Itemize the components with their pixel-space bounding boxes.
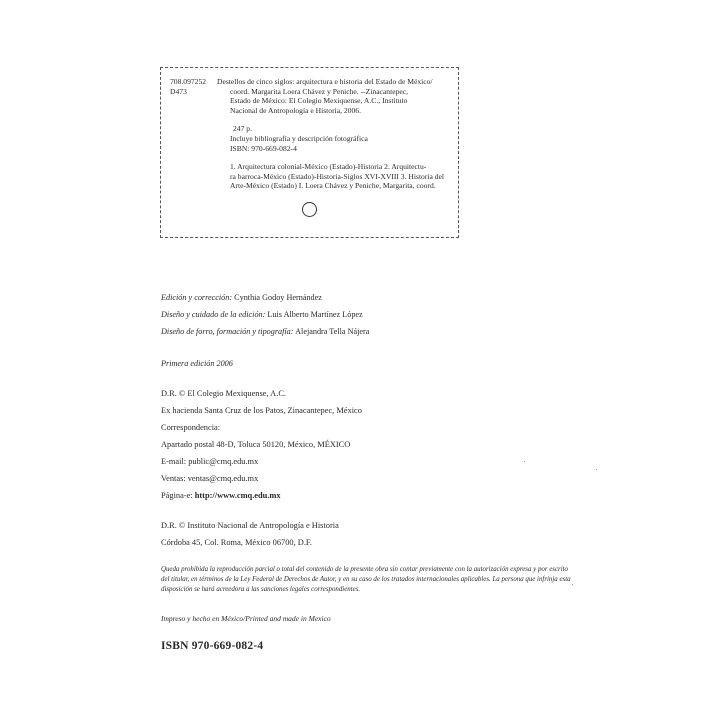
entry-line: Estado de México: El Colegio Mexiquense, A.C., Instituto (230, 96, 408, 106)
entry-line: Nacional de Antropología e Historia, 2006. (230, 105, 361, 115)
call-number-line: D473 (170, 86, 187, 96)
credit-role: Diseño de forro, formación y tipografía: (161, 327, 294, 336)
credit-name: Alejandra Tella Nájera (295, 327, 370, 336)
scan-speck (596, 469, 597, 470)
credit-name: Cynthia Godoy Hernández (234, 293, 322, 302)
credit-role: Diseño y cuidado de la edición: (161, 310, 266, 319)
card-isbn: ISBN: 970-669-082-4 (230, 143, 297, 153)
catalog-card (160, 67, 459, 238)
entry-line: Destellos de cinco siglos: arquitectura e historia del Estado de México/ (217, 77, 433, 86)
website (161, 491, 281, 500)
credit-cover (161, 327, 369, 336)
credit-name: Luis Alberto Martínez López (267, 310, 363, 319)
website-url[interactable]: http://www.cmq.edu.mx (194, 491, 281, 500)
printed-in: Impreso y hecho en México/Printed and made in Mexico (161, 614, 331, 623)
sales-email: Ventas: ventas@cmq.edu.mx (161, 474, 259, 483)
correspondence-label: Correspondencia: (161, 423, 221, 432)
subject-line: Arte-México (Estado) I. Loera Chávez y Peniche, Margarita, coord. (230, 181, 436, 191)
call-number (170, 77, 214, 96)
scan-speck (524, 461, 525, 462)
call-number-line: 708.097252 (170, 77, 207, 86)
subject-line: ra barroca-México (Estado)-Historia-Siglos XVI-XVIII 3. Historia del (230, 171, 445, 181)
edition-text: Primera edición 2006 (161, 359, 233, 368)
scan-speck (572, 584, 573, 585)
isbn-footer: ISBN 970-669-082-4 (161, 640, 264, 652)
postal-address: Apartado postal 48-D, Toluca 50120, México, MÉXICO (161, 440, 351, 449)
includes-note: Incluye bibliografía y descripción fotográfica (230, 133, 368, 143)
card-punch-hole-icon (302, 202, 317, 217)
legal-notice: Queda prohibida la reproducción parcial o total del contenido de la presente obra sin contar previamente con la autorización expresa y por escrito del titular, en términos de la Ley Federal de Derechos de Autor, y en su caso de los tratados internacionales aplicables. La persona que infrinja esta disposición se hará acreedora a las sanciones legales correspondientes. (161, 566, 571, 593)
entry-line: coord. Margarita Loera Chávez y Peniche. --Zinacantepec, (230, 86, 409, 96)
email: E-mail: public@cmq.edu.mx (161, 457, 259, 466)
inah-rights: D.R. © Instituto Nacional de Antropología e Historia (161, 521, 339, 530)
subject-line: 1. Arquitectura colonial-México (Estado)-Historia 2. Arquitectu- (230, 162, 427, 172)
publisher-rights: D.R. © El Colegio Mexiquense, A.C. (161, 389, 287, 398)
catalog-entry (217, 77, 449, 191)
inah-address: Córdoba 45, Col. Roma, México 06700, D.F. (161, 538, 313, 547)
credit-design (161, 310, 363, 319)
pages: 247 p. (233, 124, 252, 134)
credit-role: Edición y corrección: (161, 293, 233, 302)
website-label: Página-e: (161, 491, 195, 500)
credit-editing (161, 293, 322, 302)
edition (161, 359, 233, 368)
publisher-address: Ex hacienda Santa Cruz de los Patos, Zinacantepec, México (161, 406, 362, 415)
